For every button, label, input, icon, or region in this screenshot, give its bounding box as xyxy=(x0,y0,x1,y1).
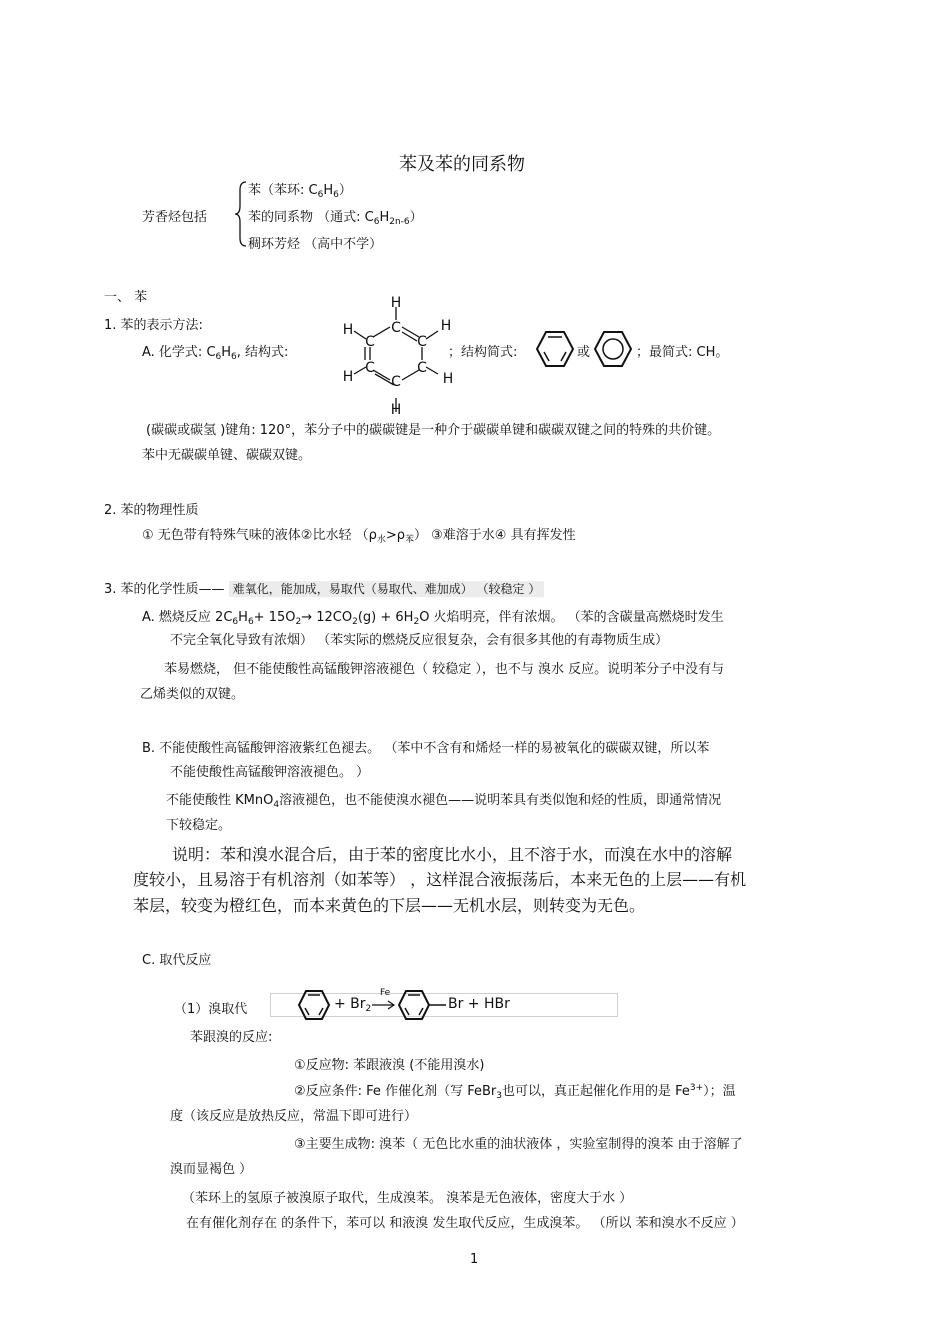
aromatic-item-benzene: 苯（苯环: $C_6H_6$） xyxy=(248,183,352,200)
bromine-reactant: + $Br_2$ xyxy=(334,996,372,1014)
bromination-label: （1）溴取代 xyxy=(174,1002,248,1017)
empirical-formula: ；最简式: CH。 xyxy=(636,345,729,360)
benzene-reactant-icon xyxy=(298,990,330,1020)
struct-h-top: H xyxy=(390,295,402,311)
bromination-note-2: 在有催化剂存在 的条件下，苯可以 和液溴 发生取代反应，生成溴苯。 （所以 苯和溴水不反应 ） xyxy=(186,1216,744,1231)
bromination-title: 苯跟溴的反应: xyxy=(190,1030,273,1045)
benzene-structural-formula xyxy=(336,294,466,418)
combustion-line-2: 不完全氧化导致有浓烟） （苯实际的燃烧反应很复杂，会有很多其他的有毒物质生成） xyxy=(170,633,669,648)
bromination-product-cont: 溴而显褐色 ） xyxy=(170,1162,253,1177)
benzene-circle-icon xyxy=(594,330,632,368)
struct-c-bottom: C xyxy=(391,374,401,390)
struct-h-bottom: H xyxy=(390,402,402,418)
oxidation-line-4: 下较稳定。 xyxy=(166,818,232,833)
combustion-line-1: A. 燃烧反应 $2C_6H_6+ 15O_2\to 12CO_2(g) + 6H_2O$ 火焰明亮，伴有浓烟。 （苯的含碳量高燃烧时发生 xyxy=(142,610,724,627)
struct-c-lower-right: C xyxy=(417,360,427,376)
substitution-heading: C. 取代反应 xyxy=(142,953,212,968)
aromatic-item-homologs: 苯的同系物 （通式: $C_6H_{2n-6}$） xyxy=(248,210,423,227)
no-single-double-bond-note: 苯中无碳碳单键、碳碳双键。 xyxy=(142,448,312,463)
struct-h-lower-right: H xyxy=(442,371,454,387)
combustion-line-3: 苯易燃烧， 但不能使酸性高锰酸钾溶液褪色（ 较稳定 ），也不与 溴水 反应。说明苯分子中没有与 xyxy=(164,662,725,677)
explanation-line-3: 苯层，较变为橙红色，而本来黄色的下层——无机水层，则转变为无色。 xyxy=(133,896,646,915)
aromatic-label: 芳香烃包括 xyxy=(142,210,208,225)
formula-line-left: A. 化学式: $C_6H_6$, 结构式: xyxy=(142,345,289,362)
struct-c-lower-left: C xyxy=(365,360,375,376)
bromination-products: Br + HBr xyxy=(448,996,510,1012)
explanation-line-2: 度较小，且易溶于有机溶剂（如苯等） ，这样混合液振荡后，本来无色的上层——有机 xyxy=(133,870,747,889)
struct-c-upper-right: C xyxy=(417,334,427,350)
page-number: 1 xyxy=(470,1252,479,1267)
bromobenzene-product-icon xyxy=(398,990,448,1020)
aromatic-item-fused: 稠环芳烃 （高中不学） xyxy=(248,237,383,252)
bond-angle-note: (碳碳或碳氢 )键角: 120°，苯分子中的碳碳键是一种介于碳碳单键和碳碳双键之间的特殊的共价键。 xyxy=(146,423,721,438)
explanation-line-1: 说明：苯和溴水混合后，由于苯的密度比水小，且不溶于水，而溴在水中的溶解 xyxy=(172,845,733,864)
section-heading-benzene: 一、 苯 xyxy=(104,290,148,305)
benzene-kekule-icon xyxy=(536,330,574,368)
reaction-arrow-icon xyxy=(372,1000,396,1010)
oxidation-line-1: B. 不能使酸性高锰酸钾溶液紫红色褪去。 （苯中不含有和烯烃一样的易被氧化的碳碳双键，所以苯 xyxy=(142,741,710,756)
struct-h-upper-left: H xyxy=(342,322,354,338)
subsection-physical: 2. 苯的物理性质 xyxy=(104,503,199,518)
subsection-representation: 1. 苯的表示方法: xyxy=(104,318,203,333)
bromination-conditions-cont: 度（该反应是放热反应，常温下即可进行） xyxy=(170,1109,418,1124)
chemical-summary-highlight: 难氧化，能加成，易取代（易取代、难加成） （较稳定 ） xyxy=(229,581,545,597)
bromination-product: ③主要生成物: 溴苯（ 无色比水重的油状液体 ，实验室制得的溴苯 由于溶解了 xyxy=(294,1137,743,1152)
catalyst-label: Fe xyxy=(380,988,391,998)
struct-h-upper-right: H xyxy=(440,318,452,334)
brace-icon xyxy=(234,180,248,248)
struct-c-upper-left: C xyxy=(365,334,375,350)
physical-properties: ① 无色带有特殊气味的液体②比水轻 $(\rho_水>\rho_苯)$ ③难溶于水④ 具有挥发性 xyxy=(142,528,576,545)
bromination-note-1: （苯环上的氢原子被溴原子取代，生成溴苯。 溴苯是无色液体，密度大于水 ） xyxy=(182,1191,633,1206)
structural-shorthand-label: ；结构简式: xyxy=(448,345,518,360)
or-word: 或 xyxy=(577,345,591,360)
oxidation-line-2: 不能使酸性高锰酸钾溶液褪色。 ） xyxy=(170,765,370,780)
bromination-conditions: ②反应条件: Fe 作催化剂（写 FeBr$_3$也可以，真正起催化作用的是 $Fe^{3+}$）；温 xyxy=(294,1083,736,1101)
combustion-line-4: 乙烯类似的双键。 xyxy=(140,687,245,702)
bromination-reactants: ①反应物: 苯跟液溴 (不能用溴水) xyxy=(294,1058,485,1073)
struct-h-lower-left: H xyxy=(342,369,354,385)
oxidation-line-3: 不能使酸性 KMnO$_4$溶液褪色，也不能使溴水褪色——说明苯具有类似饱和烃的性质，即通常情况 xyxy=(166,793,722,810)
subsection-chemical: 3. 苯的化学性质—— 难氧化，能加成，易取代（易取代、难加成） （较稳定 ） xyxy=(104,578,544,597)
struct-c-top: C xyxy=(391,320,401,336)
page-title: 苯及苯的同系物 xyxy=(399,154,525,175)
